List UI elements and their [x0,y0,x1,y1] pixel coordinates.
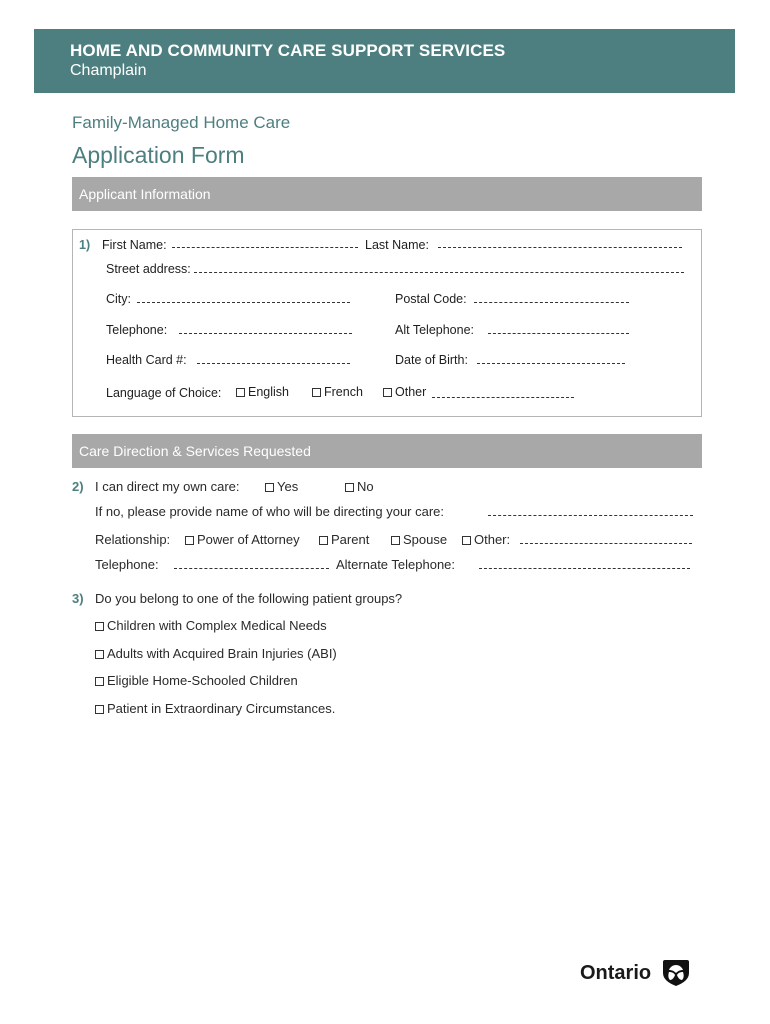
first-name-label: First Name: [102,238,167,252]
street-address-label: Street address: [106,262,191,276]
care-director-name-field[interactable] [488,515,693,516]
telephone-label: Telephone: [106,323,168,337]
if-no-instruction: If no, please provide name of who will be directing your care: [95,504,445,519]
street-address-field[interactable] [194,272,684,273]
header-title: HOME AND COMMUNITY CARE SUPPORT SERVICES [70,41,506,60]
header-subtitle: Champlain [70,62,147,79]
checkbox-icon[interactable] [312,388,321,397]
care-telephone-label: Telephone: [95,557,159,572]
group-option-adults-abi[interactable]: Adults with Acquired Brain Injuries (ABI) [95,646,337,661]
last-name-label: Last Name: [365,238,429,252]
last-name-field[interactable] [438,247,682,248]
language-label: Language of Choice: [106,386,222,400]
postal-code-field[interactable] [474,302,629,303]
care-alt-telephone-field[interactable] [479,568,690,569]
first-name-field[interactable] [172,247,358,248]
question-number: 3) [72,591,84,606]
care-telephone-field[interactable] [174,568,329,569]
care-alt-telephone-label: Alternate Telephone: [336,557,456,572]
checkbox-icon[interactable] [95,705,104,714]
alt-telephone-label: Alt Telephone: [395,323,474,337]
telephone-field[interactable] [179,333,352,334]
checkbox-icon[interactable] [319,536,328,545]
checkbox-icon[interactable] [95,650,104,659]
patient-groups-question: Do you belong to one of the following patient groups? [95,591,403,606]
question-number: 1) [79,238,91,252]
language-french-option[interactable]: French [312,385,363,399]
checkbox-icon[interactable] [95,677,104,686]
direct-care-no-option[interactable]: No [345,479,374,494]
alt-telephone-field[interactable] [488,333,629,334]
language-english-option[interactable]: English [236,385,289,399]
checkbox-icon[interactable] [462,536,471,545]
document-title: Application Form [72,142,245,168]
date-of-birth-label: Date of Birth: [395,353,468,367]
section-heading: Applicant Information [79,186,211,202]
checkbox-icon[interactable] [236,388,245,397]
language-other-field[interactable] [432,397,574,398]
relationship-label: Relationship: [95,532,171,547]
relationship-poa-option[interactable]: Power of Attorney [185,532,300,547]
document-subtitle: Family-Managed Home Care [72,113,291,132]
section-care-direction [72,434,702,468]
section-heading: Care Direction & Services Requested [79,443,311,459]
group-option-extraordinary[interactable]: Patient in Extraordinary Circumstances. [95,701,335,716]
checkbox-icon[interactable] [185,536,194,545]
relationship-other-option[interactable]: Other: [462,532,510,547]
relationship-other-field[interactable] [520,543,692,544]
checkbox-icon[interactable] [383,388,392,397]
checkbox-icon[interactable] [345,483,354,492]
city-label: City: [106,292,131,306]
date-of-birth-field[interactable] [477,363,625,364]
header-banner [34,29,735,93]
health-card-label: Health Card #: [106,353,187,367]
group-option-children-complex[interactable]: Children with Complex Medical Needs [95,618,327,633]
checkbox-icon[interactable] [265,483,274,492]
direct-care-question: I can direct my own care: [95,479,240,494]
relationship-spouse-option[interactable]: Spouse [391,532,447,547]
language-other-option[interactable]: Other [383,385,426,399]
group-option-home-schooled[interactable]: Eligible Home-Schooled Children [95,673,298,688]
question-number: 2) [72,479,84,494]
relationship-parent-option[interactable]: Parent [319,532,369,547]
ontario-trillium-logo-icon [661,957,691,987]
ontario-wordmark: Ontario [580,962,652,984]
city-field[interactable] [137,302,350,303]
checkbox-icon[interactable] [95,622,104,631]
postal-code-label: Postal Code: [395,292,467,306]
section-applicant-information [72,177,702,211]
checkbox-icon[interactable] [391,536,400,545]
health-card-field[interactable] [197,363,350,364]
direct-care-yes-option[interactable]: Yes [265,479,298,494]
